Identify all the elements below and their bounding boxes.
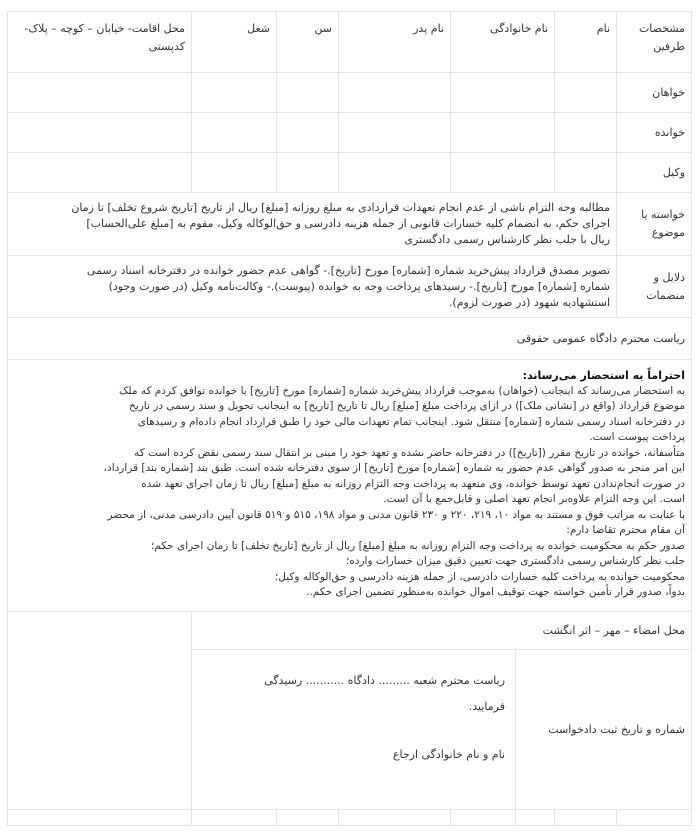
letter-line: متأسفانه، خوانده در تاریخ مقرر ([تاریخ]) در دفترخانه حاضر نشده و تعهد خود را مبنی بر انتقال سند رسمی نقض کرده است که [134, 446, 686, 459]
empty-cell [277, 810, 339, 826]
father-name-header: نام پدر [339, 12, 451, 73]
plaintiff-age-field[interactable] [277, 73, 339, 113]
occupation-header: شغل [192, 12, 277, 73]
plaintiff-occupation-field[interactable] [192, 73, 277, 113]
letter-line: جلب نظر کارشناس رسمی دادگستری جهت تعیین دقیق میزان خسارات وارده؛ [345, 555, 686, 567]
defendant-label: خوانده [617, 113, 692, 153]
empty-cell [339, 810, 451, 826]
defendant-age-field[interactable] [277, 113, 339, 153]
lawyer-row [8, 153, 692, 193]
lawyer-last-name-field[interactable] [451, 153, 555, 193]
age-header: سن [277, 12, 339, 73]
signature-area[interactable] [8, 612, 192, 810]
defendant-father-name-field[interactable] [339, 113, 451, 153]
first-name-header: نام [555, 12, 617, 73]
last-name-header: نام خانوادگی [451, 12, 555, 73]
claim-line: ریال با جلب نظر کارشناس رسمی دادگستری [404, 233, 611, 246]
registration-label: شماره و تاریخ ثبت دادخواست [516, 650, 692, 810]
letter-line: پرداخت پیوست است. [589, 431, 686, 443]
addressee-row [8, 318, 692, 360]
plaintiff-last-name-field[interactable] [451, 73, 555, 113]
plaintiff-father-name-field[interactable] [339, 73, 451, 113]
lawyer-first-name-field[interactable] [555, 153, 617, 193]
empty-cell [555, 810, 617, 826]
empty-cell [8, 810, 192, 826]
referral-cell [192, 650, 516, 810]
evidence-row [8, 256, 692, 318]
signature-label: محل امضاء – مهر – اثر انگشت [192, 612, 692, 650]
defendant-row [8, 113, 692, 153]
claim-label: خواسته یا موضوع [617, 193, 692, 256]
letter-line: محکومیت خوانده به پرداخت کلیه خسارات دادرسی، از جمله هزینه دادرسی و حق‌الوکاله وکیل؛ [274, 570, 686, 583]
letter-line: آن مقام محترم تقاضا دارم: [566, 524, 686, 536]
empty-cell [617, 810, 692, 826]
address-header: محل اقامت- خیابان – کوچه – پلاک- کدپستی [8, 12, 192, 73]
letter-line: با عنایت به مراتب فوق و مستند به مواد ۱۰، ۲۱۹، ۲۲۰ و ۲۳۰ قانون مدنی و مواد ۱۹۸، ۵۱۵ و ۵۱۹ قانون آیین دادرسی مدنی، از محضر [107, 508, 686, 521]
letter-line: صدور حکم به محکومیت خوانده به پرداخت وجه التزام روزانه به مبلغ [مبلغ] ریال از تاریخ [تاریخ تخلف] تا زمان اجرای حکم؛ [151, 539, 686, 552]
defendant-occupation-field[interactable] [192, 113, 277, 153]
plaintiff-label: خواهان [617, 73, 692, 113]
lawyer-age-field[interactable] [277, 153, 339, 193]
referral-text: ریاست محترم شعبه ......... دادگاه ........... رسیدگی فرمایید. [264, 674, 506, 713]
defendant-address-field[interactable] [8, 113, 192, 153]
letter-line: در صورت انجام‌ندادن تعهد توسط خوانده، وی متعهد به پرداخت وجه التزام روزانه به مبلغ [مبلغ] ریال تا زمان اجرای تعهد شده [141, 477, 686, 490]
plaintiff-first-name-field[interactable] [555, 73, 617, 113]
evidence-line: استشهادیه شهود (در صورت لزوم). [448, 295, 611, 309]
lawyer-father-name-field[interactable] [339, 153, 451, 193]
letter-greeting: احتراماً به استحضار می‌رساند: [522, 369, 686, 382]
claim-text [8, 193, 617, 256]
empty-cell [451, 810, 516, 826]
empty-cell [192, 810, 277, 826]
claim-line: اجرای حکم، به انضمام کلیه خسارات قانونی از جمله هزینه دادرسی و حق‌الوکاله وکیل، مقوم به [مبلغ علی‌الحساب] [86, 217, 611, 230]
letter-line: بدواً، صدور قرار تأمین خواسته جهت توقیف اموال خوانده به‌منظور تضمین اجرای حکم.. [306, 586, 686, 598]
empty-cell [516, 810, 555, 826]
letter-line: موضوع قرارداد (واقع در [نشانی ملک]) در ازای پرداخت مبلغ [مبلغ] ریال تا تاریخ [تاریخ] به اینجانب تحویل و سند رسمی در تاریخ [129, 400, 686, 412]
empty-row [8, 810, 692, 826]
evidence-line: شماره [شماره] مورخ [تاریخ].- رسیدهای پرداخت وجه به خوانده (پیوست).- وکالت‌نامه وکیل (در صورت وجود) [108, 279, 611, 293]
letter-line: است. این وجه التزام علاوه‌بر انجام تعهد اصلی و قابل‌جمع با آن است. [383, 493, 686, 505]
letter-line: در دفترخانه اسناد رسمی شماره [شماره] منتقل شود. اینجانب تمام تعهدات مالی خود را طبق قرارداد انجام داده‌ام و رسیدهای [137, 415, 686, 428]
defendant-first-name-field[interactable] [555, 113, 617, 153]
header-row [8, 12, 692, 73]
letter-body [8, 360, 692, 612]
letter-row [8, 360, 692, 612]
letter-line: به استحضار می‌رساند که اینجانب (خواهان) به‌موجب قرارداد پیش‌خرید شماره [شماره] مورخ [تاریخ] با خوانده توافق کردم که ملک [119, 384, 686, 397]
claim-row [8, 193, 692, 256]
plaintiff-address-field[interactable] [8, 73, 192, 113]
evidence-text [8, 256, 617, 318]
referral-name: نام و نام خانوادگی ارجاع [392, 748, 506, 761]
signature-row [8, 612, 692, 650]
claim-line: مطالبه وجه التزام ناشی از عدم انجام تعهدات قراردادی به مبلغ روزانه [مبلغ] ریال از تاریخ [تاریخ شروع تخلف] تا زمان [71, 201, 611, 214]
defendant-last-name-field[interactable] [451, 113, 555, 153]
lawyer-address-field[interactable] [8, 153, 192, 193]
evidence-label: دلایل و منضمات [617, 256, 692, 318]
parties-label: مشخصات طرفین [617, 12, 692, 73]
lawyer-occupation-field[interactable] [192, 153, 277, 193]
evidence-line: تصویر مصدق قرارداد پیش‌خرید شماره [شماره] مورخ [تاریخ].- گواهی عدم حضور خوانده در دفترخانه اسناد رسمی [86, 263, 611, 277]
plaintiff-row [8, 73, 692, 113]
addressee: ریاست محترم دادگاه عمومی حقوقی [8, 318, 692, 360]
lawyer-label: وکیل [617, 153, 692, 193]
letter-line: این امر منجر به صدور گواهی عدم حضور به شماره [شماره] مورخ [تاریخ] از سوی دفترخانه شده است. طبق بند [شماره بند] قرارداد، [103, 462, 686, 474]
petition-form [7, 11, 692, 826]
